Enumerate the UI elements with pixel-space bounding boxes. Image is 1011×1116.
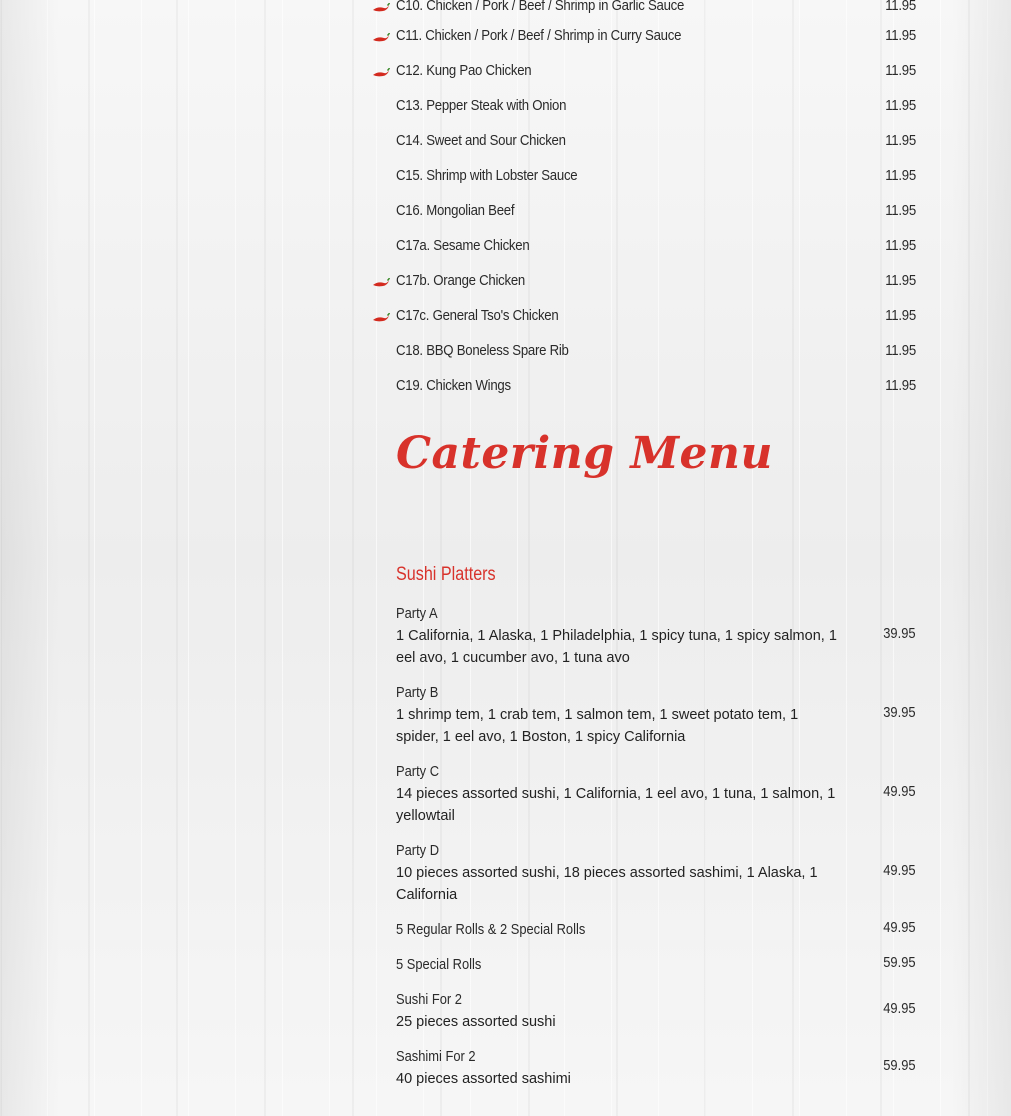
platter-5-regular-2-special xyxy=(396,919,916,941)
menu-item-price: 11.95 xyxy=(885,237,916,254)
platter-name: Party A xyxy=(396,605,438,622)
menu-item-name: C11. Chicken / Pork / Beef / Shrimp in Curry Sauce xyxy=(396,27,682,44)
platter-party-a xyxy=(396,603,916,669)
platter-name: Party C xyxy=(396,763,440,780)
menu-item-name: C15. Shrimp with Lobster Sauce xyxy=(396,167,578,184)
platter-party-b xyxy=(396,682,916,748)
menu-item-name: C17b. Orange Chicken xyxy=(396,272,526,289)
platter-price: 49.95 xyxy=(883,783,916,800)
menu-item-c13 xyxy=(396,94,916,118)
menu-item-c19 xyxy=(396,374,916,398)
menu-item-price: 11.95 xyxy=(885,202,916,219)
platter-price: 49.95 xyxy=(883,1000,916,1017)
platter-description: 25 pieces assorted sushi xyxy=(396,1014,556,1030)
menu-item-c17b xyxy=(396,269,916,293)
menu-item-price: 11.95 xyxy=(885,377,916,394)
platter-5-special-rolls xyxy=(396,954,916,976)
platter-description: 14 pieces assorted sushi, 1 California, 1 eel avo, 1 tuna, 1 salmon, 1 yellowtail xyxy=(396,786,836,824)
chili-pepper-icon xyxy=(372,62,390,72)
chili-pepper-icon xyxy=(372,272,390,282)
menu-item-name: C17c. General Tso's Chicken xyxy=(396,307,559,324)
menu-item-name: C17a. Sesame Chicken xyxy=(396,237,530,254)
chili-pepper-icon xyxy=(372,0,390,7)
platter-price: 59.95 xyxy=(883,1057,916,1074)
platter-price: 49.95 xyxy=(883,862,916,879)
platter-name: 5 Regular Rolls & 2 Special Rolls xyxy=(396,921,586,938)
platter-price: 39.95 xyxy=(883,625,916,642)
menu-item-c17a xyxy=(396,234,916,258)
menu-item-price: 11.95 xyxy=(885,97,916,114)
platter-description: 1 California, 1 Alaska, 1 Philadelphia, 1 spicy tuna, 1 spicy salmon, 1 eel avo, 1 cucumber avo, 1 tuna avo xyxy=(396,628,837,666)
chili-pepper-icon xyxy=(372,27,390,37)
platter-name: Party D xyxy=(396,842,440,859)
menu-item-c18 xyxy=(396,339,916,363)
menu-item-price: 11.95 xyxy=(885,307,916,324)
sushi-platters-heading: Sushi Platters xyxy=(396,564,496,585)
menu-item-c15 xyxy=(396,164,916,188)
catering-menu-title: Catering Menu xyxy=(396,428,773,479)
menu-item-price: 11.95 xyxy=(885,27,916,44)
platter-sashimi-for-2 xyxy=(396,1046,916,1090)
platter-description: 10 pieces assorted sushi, 18 pieces assorted sashimi, 1 Alaska, 1 California xyxy=(396,865,818,903)
platter-name: Sushi For 2 xyxy=(396,991,462,1008)
platter-name: Party B xyxy=(396,684,439,701)
background-shade-right xyxy=(951,0,1011,1116)
menu-item-price: 11.95 xyxy=(885,342,916,359)
menu-item-name: C13. Pepper Steak with Onion xyxy=(396,97,567,114)
platter-name: 5 Special Rolls xyxy=(396,956,482,973)
menu-item-name: C19. Chicken Wings xyxy=(396,377,511,394)
platter-party-d xyxy=(396,840,916,906)
platter-party-c xyxy=(396,761,916,827)
menu-item-price: 11.95 xyxy=(885,272,916,289)
menu-item-c12 xyxy=(396,59,916,83)
background-shade-left xyxy=(0,0,60,1116)
platter-price: 39.95 xyxy=(883,704,916,721)
menu-item-price: 11.95 xyxy=(885,132,916,149)
platter-price: 59.95 xyxy=(883,954,916,971)
chili-pepper-icon xyxy=(372,307,390,317)
menu-item-name: C16. Mongolian Beef xyxy=(396,202,515,219)
platter-description: 40 pieces assorted sashimi xyxy=(396,1071,571,1087)
platter-name: Sashimi For 2 xyxy=(396,1048,476,1065)
menu-item-name: C12. Kung Pao Chicken xyxy=(396,62,532,79)
menu-item-c11 xyxy=(396,24,916,48)
menu-item-name: C14. Sweet and Sour Chicken xyxy=(396,132,566,149)
menu-item-c10 xyxy=(396,0,916,18)
menu-item-name: C18. BBQ Boneless Spare Rib xyxy=(396,342,569,359)
platter-sushi-for-2 xyxy=(396,989,916,1033)
menu-item-c17c xyxy=(396,304,916,328)
menu-item-name: C10. Chicken / Pork / Beef / Shrimp in Garlic Sauce xyxy=(396,0,685,14)
menu-item-c14 xyxy=(396,129,916,153)
menu-item-c16 xyxy=(396,199,916,223)
platter-price: 49.95 xyxy=(883,919,916,936)
menu-item-price: 11.95 xyxy=(885,167,916,184)
menu-item-price: 11.95 xyxy=(885,0,916,14)
menu-item-price: 11.95 xyxy=(885,62,916,79)
platter-description: 1 shrimp tem, 1 crab tem, 1 salmon tem, 1 sweet potato tem, 1 spider, 1 eel avo, 1 Boston, 1 spicy California xyxy=(396,707,799,745)
